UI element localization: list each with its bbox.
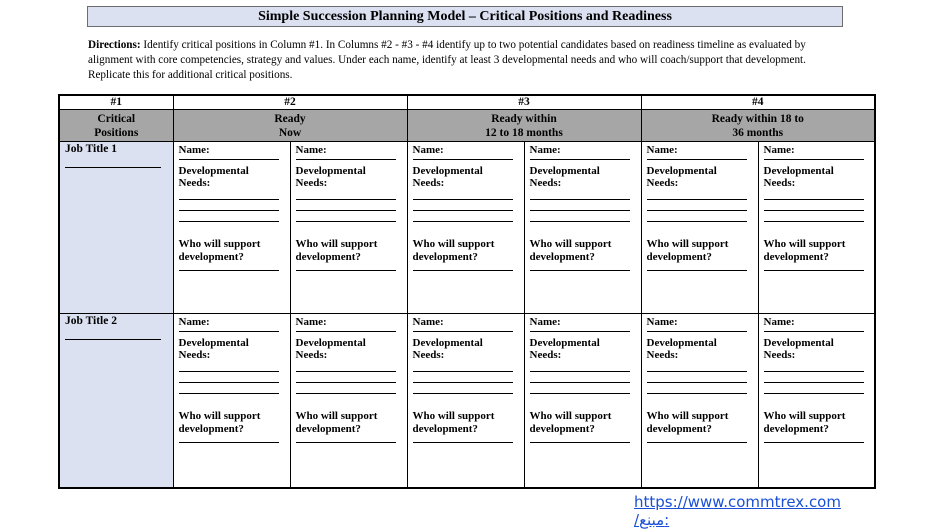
name-label: Name: xyxy=(646,144,678,157)
name-label: Name: xyxy=(763,144,795,157)
col-number-1: #1 xyxy=(59,95,173,110)
developmental-need-field[interactable] xyxy=(413,383,513,394)
developmental-need-field[interactable] xyxy=(179,189,279,200)
support-label: Who will support development? xyxy=(646,410,729,436)
name-label: Name: xyxy=(178,316,210,329)
support-field[interactable] xyxy=(179,264,279,271)
source-url[interactable]: https://www.commtrex.com xyxy=(634,493,841,511)
support-label: Who will support development? xyxy=(529,410,612,436)
directions-text: Identify critical positions in Column #1. In Columns #2 - #3 - #4 identify up to two potential candidates based on readiness timeline as evaluated by alignment with core competencies, strategy and values. Under each name, identify at least 3 developmental needs and who will coach/support that development. Replicate this for additional critical positions. xyxy=(88,39,806,81)
col-header-ready-18-36: Ready within 18 to 36 months xyxy=(641,110,875,142)
support-field[interactable] xyxy=(413,264,513,271)
developmental-need-field[interactable] xyxy=(179,211,279,222)
col-number-3: #3 xyxy=(407,95,641,110)
developmental-need-field[interactable] xyxy=(296,189,396,200)
developmental-needs-label: Developmental Needs: xyxy=(295,165,366,190)
support-label: Who will support development? xyxy=(412,238,495,264)
developmental-need-field[interactable] xyxy=(647,372,747,383)
name-label: Name: xyxy=(529,316,561,329)
developmental-need-field[interactable] xyxy=(647,383,747,394)
developmental-need-field[interactable] xyxy=(647,361,747,372)
candidate-cell[interactable] xyxy=(641,142,758,314)
developmental-need-field[interactable] xyxy=(764,372,864,383)
support-field[interactable] xyxy=(647,436,747,443)
job-row-1 xyxy=(59,142,875,314)
developmental-need-field[interactable] xyxy=(647,200,747,211)
support-field[interactable] xyxy=(179,436,279,443)
developmental-need-field[interactable] xyxy=(647,189,747,200)
name-label: Name: xyxy=(412,316,444,329)
candidate-cell[interactable] xyxy=(290,142,407,314)
developmental-need-field[interactable] xyxy=(296,361,396,372)
support-label: Who will support development? xyxy=(295,410,378,436)
name-label: Name: xyxy=(529,144,561,157)
candidate-cell[interactable] xyxy=(758,314,875,488)
job-title-1: Job Title 1 xyxy=(65,143,117,156)
developmental-need-field[interactable] xyxy=(179,383,279,394)
developmental-needs-label: Developmental Needs: xyxy=(646,165,717,190)
document-title xyxy=(87,6,843,27)
support-field[interactable] xyxy=(296,264,396,271)
support-label: Who will support development? xyxy=(295,238,378,264)
candidate-cell[interactable] xyxy=(407,314,524,488)
candidate-cell[interactable] xyxy=(641,314,758,488)
developmental-need-field[interactable] xyxy=(764,361,864,372)
title-text: Simple Succession Planning Model – Critical Positions and Readiness xyxy=(258,9,672,24)
developmental-needs-label: Developmental Needs: xyxy=(178,165,249,190)
support-field[interactable] xyxy=(296,436,396,443)
directions-paragraph xyxy=(88,38,848,83)
support-label: Who will support development? xyxy=(646,238,729,264)
developmental-need-field[interactable] xyxy=(530,189,630,200)
developmental-need-field[interactable] xyxy=(530,200,630,211)
name-label: Name: xyxy=(295,144,327,157)
name-label: Name: xyxy=(646,316,678,329)
candidate-cell[interactable] xyxy=(173,142,290,314)
name-label: Name: xyxy=(763,316,795,329)
job-title-2: Job Title 2 xyxy=(65,315,117,328)
support-field[interactable] xyxy=(647,264,747,271)
developmental-need-field[interactable] xyxy=(764,383,864,394)
developmental-need-field[interactable] xyxy=(530,361,630,372)
candidate-cell[interactable] xyxy=(758,142,875,314)
developmental-need-field[interactable] xyxy=(296,372,396,383)
directions-label: Directions: xyxy=(88,39,141,51)
name-label: Name: xyxy=(178,144,210,157)
support-field[interactable] xyxy=(764,436,864,443)
developmental-need-field[interactable] xyxy=(764,211,864,222)
developmental-need-field[interactable] xyxy=(296,211,396,222)
developmental-need-field[interactable] xyxy=(647,211,747,222)
support-label: Who will support development? xyxy=(178,410,261,436)
col-number-4: #4 xyxy=(641,95,875,110)
col-header-ready-12-18: Ready within 12 to 18 months xyxy=(407,110,641,142)
developmental-needs-label: Developmental Needs: xyxy=(763,337,834,362)
developmental-need-field[interactable] xyxy=(179,361,279,372)
support-label: Who will support development? xyxy=(178,238,261,264)
support-label: Who will support development? xyxy=(763,238,846,264)
support-field[interactable] xyxy=(530,436,630,443)
source-link[interactable] xyxy=(634,493,841,529)
developmental-needs-label: Developmental Needs: xyxy=(529,165,600,190)
source-suffix: /مبنع: xyxy=(634,511,670,529)
name-label: Name: xyxy=(412,144,444,157)
developmental-needs-label: Developmental Needs: xyxy=(412,337,483,362)
support-label: Who will support development? xyxy=(763,410,846,436)
developmental-need-field[interactable] xyxy=(530,383,630,394)
support-field[interactable] xyxy=(413,436,513,443)
developmental-needs-label: Developmental Needs: xyxy=(529,337,600,362)
developmental-need-field[interactable] xyxy=(413,189,513,200)
support-field[interactable] xyxy=(764,264,864,271)
developmental-need-field[interactable] xyxy=(764,189,864,200)
succession-table xyxy=(58,94,876,489)
developmental-need-field[interactable] xyxy=(413,200,513,211)
developmental-need-field[interactable] xyxy=(413,211,513,222)
name-label: Name: xyxy=(295,316,327,329)
developmental-need-field[interactable] xyxy=(413,361,513,372)
developmental-need-field[interactable] xyxy=(413,372,513,383)
developmental-need-field[interactable] xyxy=(530,211,630,222)
col-header-ready-now: Ready Now xyxy=(173,110,407,142)
column-number-row xyxy=(59,95,875,110)
developmental-needs-label: Developmental Needs: xyxy=(178,337,249,362)
developmental-need-field[interactable] xyxy=(179,200,279,211)
candidate-cell[interactable] xyxy=(407,142,524,314)
candidate-cell[interactable] xyxy=(524,142,641,314)
developmental-need-field[interactable] xyxy=(296,383,396,394)
col-number-2: #2 xyxy=(173,95,407,110)
support-label: Who will support development? xyxy=(529,238,612,264)
developmental-needs-label: Developmental Needs: xyxy=(763,165,834,190)
developmental-needs-label: Developmental Needs: xyxy=(412,165,483,190)
support-label: Who will support development? xyxy=(412,410,495,436)
job-title-cell-2[interactable] xyxy=(59,314,173,488)
developmental-need-field[interactable] xyxy=(530,372,630,383)
job-row-2 xyxy=(59,314,875,488)
developmental-need-field[interactable] xyxy=(179,372,279,383)
candidate-cell[interactable] xyxy=(173,314,290,488)
job-title-cell-1[interactable] xyxy=(59,142,173,314)
col-header-critical-positions: Critical Positions xyxy=(59,110,173,142)
developmental-need-field[interactable] xyxy=(764,200,864,211)
candidate-cell[interactable] xyxy=(524,314,641,488)
developmental-needs-label: Developmental Needs: xyxy=(646,337,717,362)
developmental-needs-label: Developmental Needs: xyxy=(295,337,366,362)
column-header-row xyxy=(59,110,875,142)
developmental-need-field[interactable] xyxy=(296,200,396,211)
support-field[interactable] xyxy=(530,264,630,271)
candidate-cell[interactable] xyxy=(290,314,407,488)
